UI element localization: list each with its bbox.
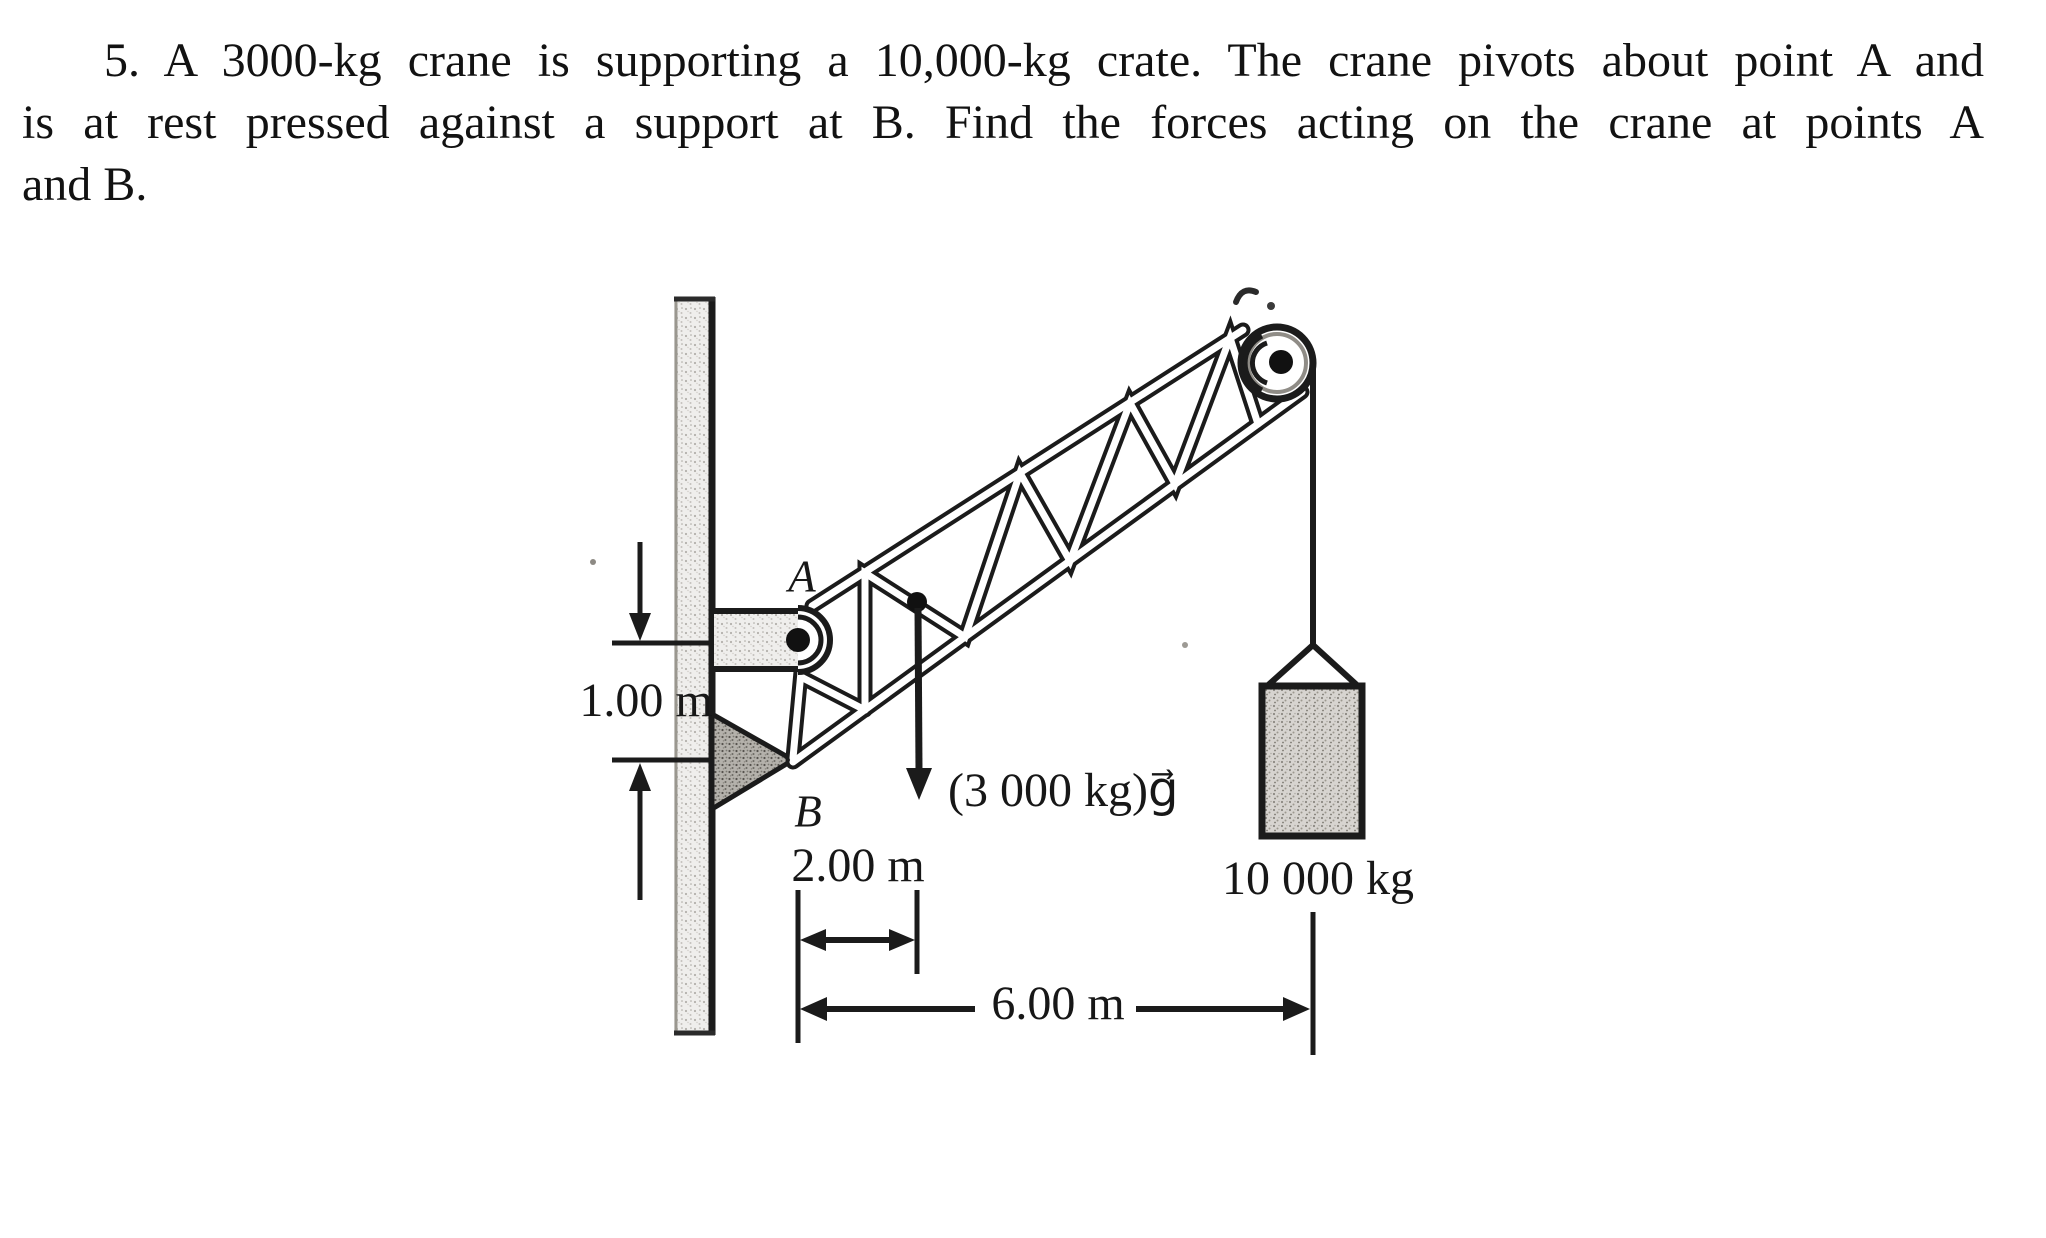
label-wall-height: 1.00 m [579, 674, 713, 727]
pulley-axle [1269, 350, 1293, 374]
dimension-2m [798, 890, 917, 1043]
boom-truss [793, 330, 1302, 762]
support-wedge [712, 714, 793, 809]
problem-line-2: is at rest pressed against a support at B. Find the forces acting on the crane at points A [22, 96, 1984, 149]
problem-line-1: 5. A 3000-kg crane is supporting a 10,000-kg crate. The crane pivots about point A and [104, 34, 1984, 87]
crate [1262, 686, 1362, 836]
pivot-clevis [714, 608, 830, 672]
label-crane-weight: (3 000 kg)g⃗ [948, 764, 1179, 817]
pulley [1241, 327, 1313, 399]
pivot-pin-a [786, 628, 810, 652]
problem-line-3: and B. [22, 158, 148, 211]
label-crate-distance: 6.00 m [991, 977, 1125, 1030]
label-point-b: B [794, 786, 822, 837]
label-point-a: A [788, 551, 816, 602]
label-support-offset: 2.00 m [791, 839, 925, 892]
wall [674, 297, 715, 1035]
weight-arrow [906, 592, 932, 800]
label-crate-mass: 10 000 kg [1222, 852, 1414, 905]
